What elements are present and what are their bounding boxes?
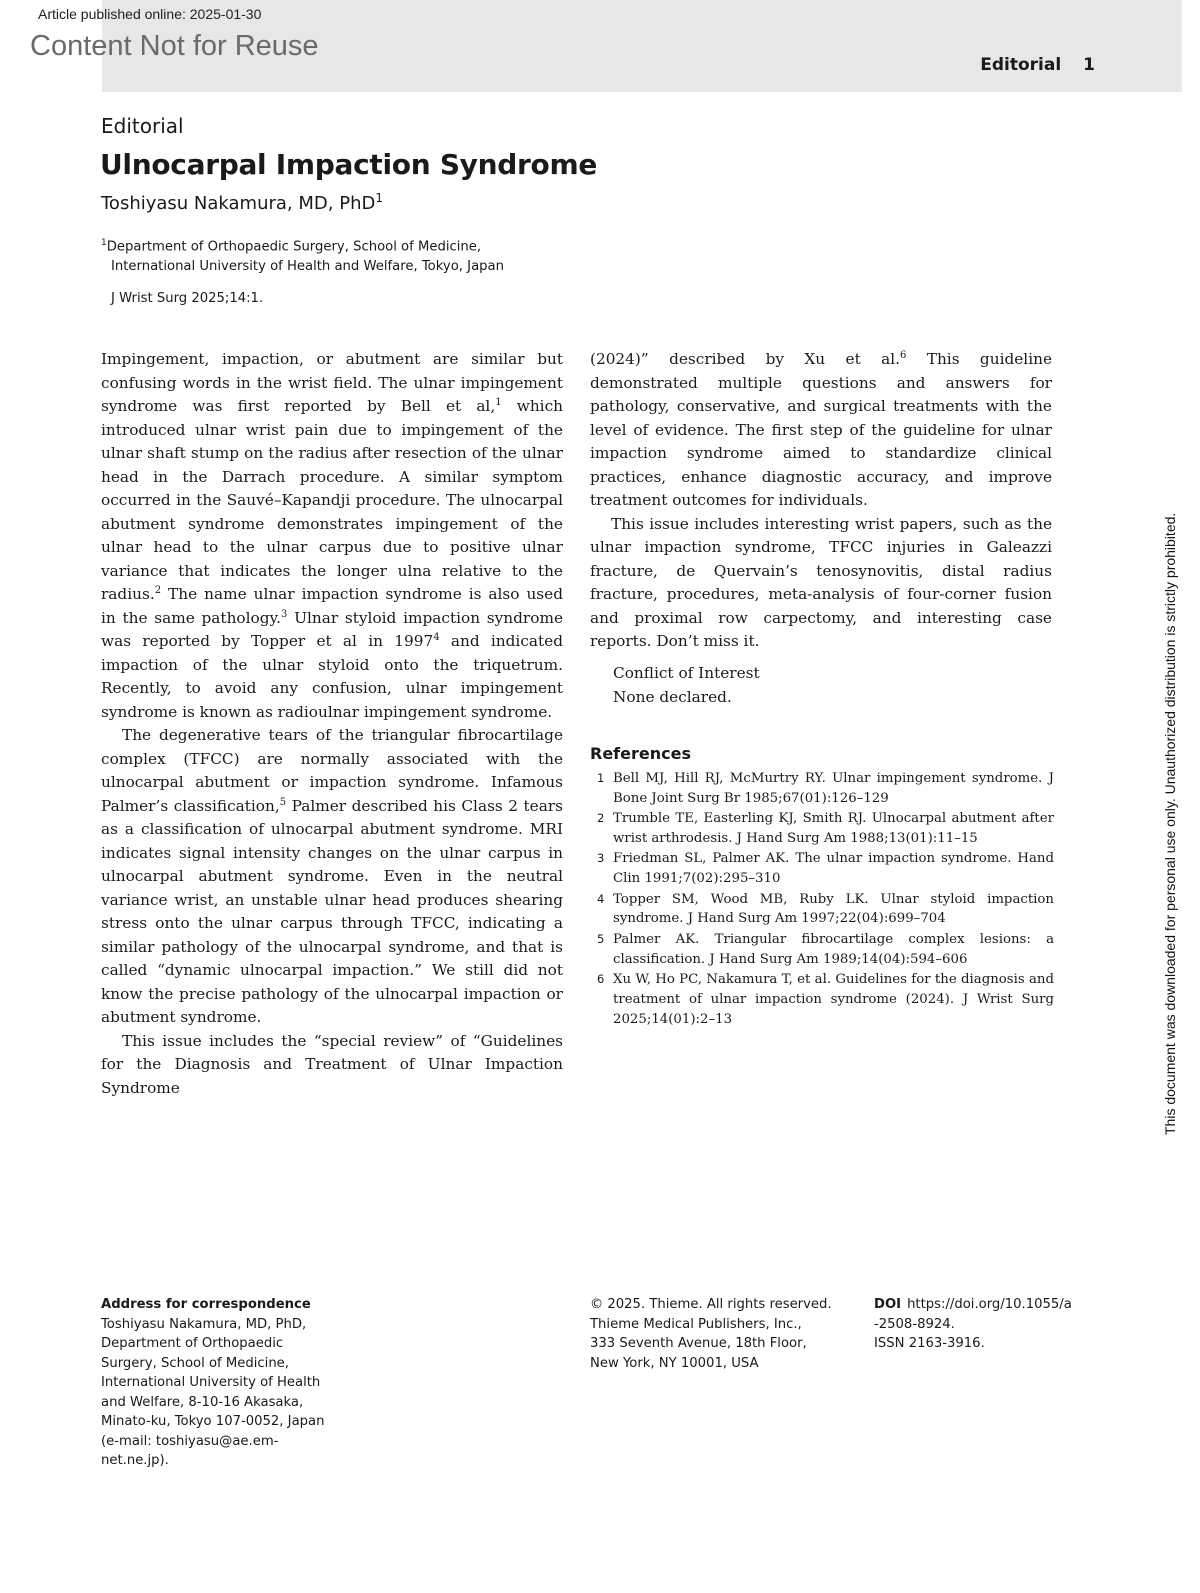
author-name: Toshiyasu Nakamura, MD, PhD xyxy=(101,193,376,214)
affiliation-line-1: Department of Orthopaedic Surgery, School of Medicine, xyxy=(106,239,482,255)
body-column-right xyxy=(590,348,1052,654)
reference-text: Xu W, Ho PC, Nakamura T, et al. Guidelines for the diagnosis and treatment of ulnar impaction syndrome (2024). J Wrist Surg 2025;14(01):2–13 xyxy=(613,971,1054,1027)
reference-number: 3 xyxy=(597,851,605,866)
text-span: which introduced ulnar wrist pain due to impingement of the ulnar shaft stump on the radius after resection of the ulnar head in the Darrach procedure. A similar symptom occurred in the Sauvé–Kapandji procedure. The ulnocarpal abutment syndrome demonstrates impingement of the ulnar head to the ulnar carpus due to positive ulnar variance that indicates the longer ulna relative to the radius. xyxy=(101,397,563,603)
ref-mark-3[interactable]: 3 xyxy=(281,608,288,620)
text-span: This guideline demonstrated multiple questions and answers for pathology, conservative, and surgical treatments with the level of evidence. The first step of the guideline for ulnar impaction syndrome aimed to standardize clinical practices, enhance diagnostic accuracy, and improve treatment outcomes for individuals. xyxy=(590,350,1053,509)
ref-mark-4[interactable]: 4 xyxy=(433,631,440,643)
reference-text: Friedman SL, Palmer AK. The ulnar impaction syndrome. Hand Clin 1991;7(02):295–310 xyxy=(613,851,1054,887)
article-type: Editorial xyxy=(101,114,184,138)
references-heading: References xyxy=(590,744,691,763)
paragraph-3-tail: (2024)” described by Xu et al. xyxy=(590,350,900,368)
conflict-of-interest xyxy=(613,661,760,709)
text-span: The degenerative tears of the triangular fibrocartilage complex (TFCC) are normally associated with the ulnocarpal abutment or impaction syndrome. Infamous Palmer’s classification, xyxy=(101,726,563,815)
publisher-line: Thieme Medical Publishers, Inc., xyxy=(590,1316,802,1332)
publisher-line: New York, NY 10001, USA xyxy=(590,1355,759,1371)
page-number: 1 xyxy=(1083,55,1095,75)
paragraph-1 xyxy=(101,348,563,724)
correspondence-label: Address for correspondence xyxy=(101,1297,311,1312)
published-date: Article published online: 2025-01-30 xyxy=(38,6,262,22)
ref-mark-6[interactable]: 6 xyxy=(899,349,907,361)
body-column-left xyxy=(101,348,563,1100)
paragraph-3-end xyxy=(590,348,1052,513)
correspondence-address xyxy=(101,1295,341,1471)
text-span: The name ulnar impaction syndrome is also used in the same pathology. xyxy=(101,585,563,627)
author-affil-mark: 1 xyxy=(375,191,383,205)
reference-item[interactable] xyxy=(592,970,1054,1029)
reference-number: 4 xyxy=(597,891,605,906)
reference-item[interactable] xyxy=(592,849,1054,889)
reuse-notice: Content Not for Reuse xyxy=(30,30,319,62)
doi-label: DOI xyxy=(874,1297,902,1312)
text-span: Impingement, impaction, or abutment are similar but confusing words in the wrist field. The ulnar impingement syndrome was first reported by Bell et al, xyxy=(101,350,563,415)
publisher-info xyxy=(590,1295,860,1373)
reference-item[interactable] xyxy=(592,890,1054,930)
publisher-line: 333 Seventh Avenue, 18th Floor, xyxy=(590,1336,807,1351)
text-span: Palmer described his Class 2 tears as a classification of ulnocarpal abutment syndrome. MRI indicates signal intensity changes on the ulnar carpus in ulnocarpal abutment syndrome. Even in the neutral variance wrist, an unstable ulnar head produces shearing stress onto the ulnar carpus through TFCC, indicating a similar pathology of the ulnocarpal syndrome, and that is called “dynamic ulnocarpal impaction.” We still did not know the precise pathology of the ulnocarpal impaction or abutment syndrome. xyxy=(101,796,563,1026)
affiliation xyxy=(101,233,504,277)
ref-mark-5[interactable]: 5 xyxy=(279,796,287,808)
text-span: and indicated impaction of the ulnar styloid onto the triquetrum. Recently, to avoid any confusion, ulnar impingement syndrome is known as radioulnar impingement syndrome. xyxy=(101,632,563,721)
reference-number: 1 xyxy=(597,771,605,785)
reference-text: Trumble TE, Easterling KJ, Smith RJ. Ulnocarpal abutment after wrist arthrodesis. J Hand Surg Am 1988;13(01):11–15 xyxy=(613,811,1054,846)
reference-number: 6 xyxy=(597,971,605,986)
reference-item[interactable] xyxy=(592,809,1054,849)
copyright-line: © 2025. Thieme. All rights reserved. xyxy=(590,1297,832,1312)
reference-text: Bell MJ, Hill RJ, McMurtry RY. Ulnar impingement syndrome. J Bone Joint Surg Br 1985;67(01):126–129 xyxy=(613,771,1054,806)
paragraph-3-text: This issue includes the “special review” of “Guidelines for the Diagnosis and Treatment of Ulnar Impaction Syndrome xyxy=(101,1031,563,1097)
paragraph-3-start xyxy=(101,1030,563,1101)
reference-text: Palmer AK. Triangular fibrocartilage complex lesions: a classification. J Hand Surg Am 1989;14(04):594–606 xyxy=(613,931,1054,967)
paragraph-2 xyxy=(101,724,563,1030)
download-notice: This document was downloaded for personal use only. Unauthorized distribution is strictly prohibited. xyxy=(1162,512,1178,1135)
author-line xyxy=(101,191,383,214)
doi-block xyxy=(874,1295,1074,1354)
reference-text: Topper SM, Wood MB, Ruby LK. Ulnar styloid impaction syndrome. J Hand Surg Am 1997;22(04):699–704 xyxy=(613,891,1054,927)
doi-link[interactable]: https://doi.org/10.1055/a-2508-8924. xyxy=(874,1297,1072,1332)
reference-item[interactable] xyxy=(592,769,1054,809)
references-list xyxy=(592,769,1054,1030)
reference-number: 5 xyxy=(597,931,605,946)
affiliation-line-2: International University of Health and Welfare, Tokyo, Japan xyxy=(111,259,504,275)
affiliation-mark: 1 xyxy=(101,238,107,248)
reference-item[interactable] xyxy=(592,930,1054,970)
ref-mark-2[interactable]: 2 xyxy=(154,584,162,596)
issn: ISSN 2163-3916. xyxy=(874,1336,985,1351)
running-head-section: Editorial xyxy=(980,55,1062,75)
conflict-text: None declared. xyxy=(613,688,732,706)
correspondence-text: Toshiyasu Nakamura, MD, PhD, Department of Orthopaedic Surgery, School of Medicine, International University of Health and Welfare, 8-10-16 Akasaka, Minato-ku, Tokyo 107-0052, Japan (e-mail: toshiyasu@ae.em-net.ne.jp). xyxy=(101,1316,325,1468)
conflict-heading: Conflict of Interest xyxy=(613,664,760,682)
running-head xyxy=(980,55,1095,75)
journal-citation: J Wrist Surg 2025;14:1. xyxy=(111,291,264,306)
text-span: Ulnar styloid impaction syndrome was reported by Topper et al in 1997 xyxy=(101,608,564,650)
reference-number: 2 xyxy=(597,811,605,826)
ref-mark-1[interactable]: 1 xyxy=(495,396,502,408)
paragraph-4: This issue includes interesting wrist papers, such as the ulnar impaction syndrome, TFCC injuries in Galeazzi fracture, de Quervain’s tenosynovitis, distal radius fracture, procedures, meta-analysis of four-corner fusion and proximal row carpectomy, and interesting case reports. Don’t miss it. xyxy=(590,514,1052,650)
article-title: Ulnocarpal Impaction Syndrome xyxy=(100,148,598,181)
